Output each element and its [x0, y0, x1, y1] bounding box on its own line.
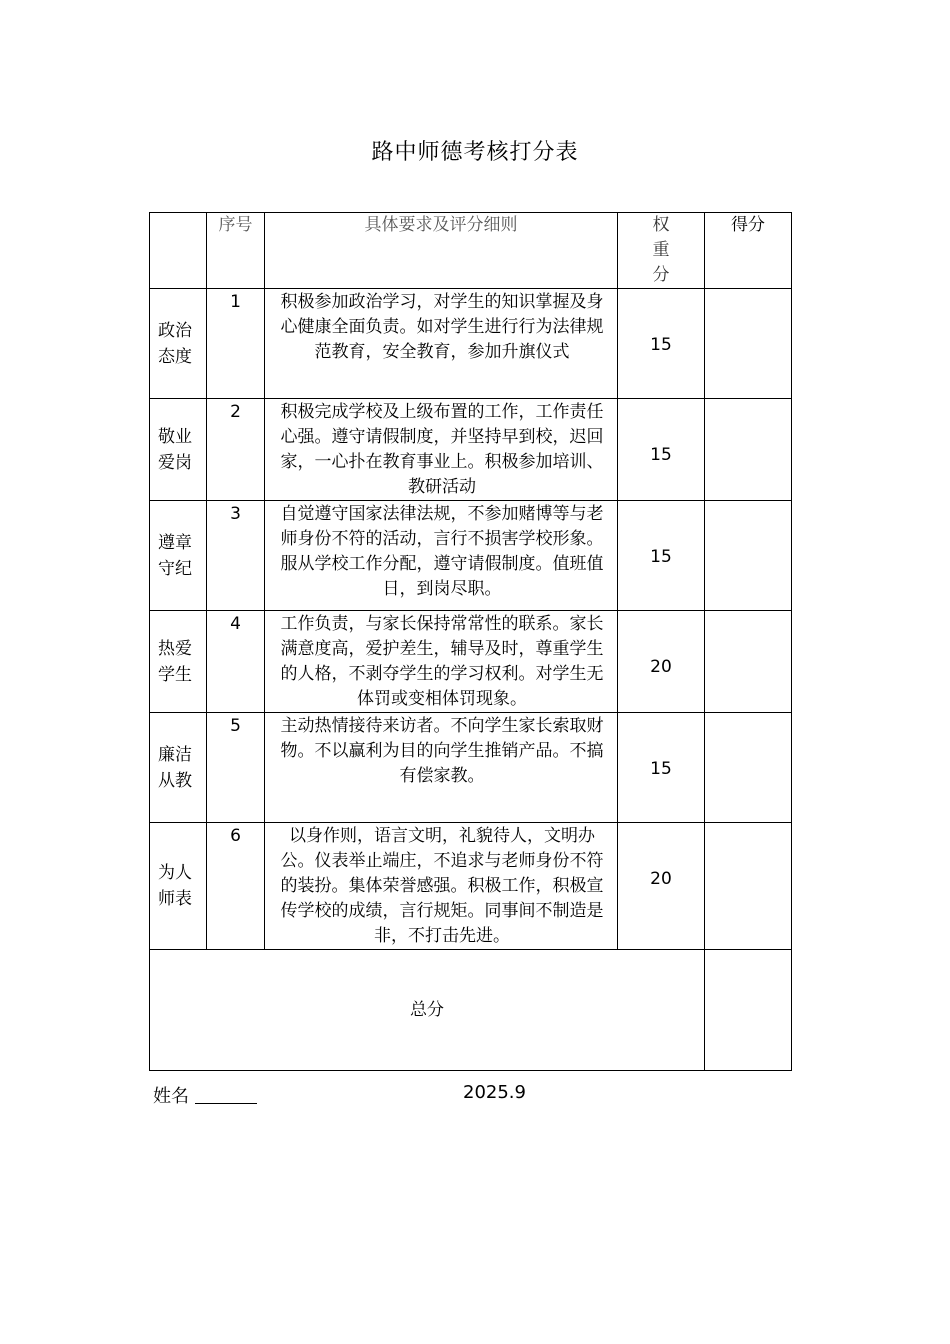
weight-value: 15 [618, 399, 705, 501]
weight-value: 20 [618, 611, 705, 713]
total-score-cell[interactable] [705, 950, 792, 1071]
category-cell [150, 713, 207, 823]
name-blank-line[interactable] [195, 1085, 257, 1104]
row-number: 4 [207, 611, 265, 713]
table-row [150, 823, 792, 950]
page-title: 路中师德考核打分表 [371, 140, 579, 165]
header-score: 得分 [705, 213, 792, 289]
weight-value: 15 [618, 501, 705, 611]
score-input-cell[interactable] [705, 501, 792, 611]
table-row [150, 713, 792, 823]
requirement-text: 主动热情接待来访者。不向学生家长索取财物。不以赢利为目的向学生推销产品。不搞有偿家教。 [265, 713, 618, 823]
category-label: 政治态度 [158, 320, 192, 367]
name-label: 姓名 [153, 1086, 189, 1107]
category-cell [150, 501, 207, 611]
total-label: 总分 [150, 950, 705, 1071]
category-cell [150, 289, 207, 399]
table-row [150, 501, 792, 611]
requirement-text: 以身作则，语言文明，礼貌待人，文明办公。仪表举止端庄，不追求与老师身份不符的装扮。集体荣誉感强。积极工作，积极宣传学校的成绩，言行规矩。同事间不制造是非，不打击先进。 [265, 823, 618, 950]
score-input-cell[interactable] [705, 611, 792, 713]
category-cell [150, 399, 207, 501]
table-header-row [150, 213, 792, 289]
category-label: 遵章守纪 [158, 532, 192, 579]
table-row [150, 399, 792, 501]
requirement-text: 积极参加政治学习，对学生的知识掌握及身心健康全面负责。如对学生进行行为法律规范教育，安全教育，参加升旗仪式 [265, 289, 618, 399]
weight-value: 20 [618, 823, 705, 950]
score-input-cell[interactable] [705, 399, 792, 501]
category-cell [150, 611, 207, 713]
date-text: 2025.9 [463, 1082, 526, 1103]
category-label: 敬业爱岗 [158, 426, 192, 473]
row-number: 3 [207, 501, 265, 611]
score-input-cell[interactable] [705, 289, 792, 399]
requirement-text: 工作负责，与家长保持常常性的联系。家长满意度高，爱护差生，辅导及时，尊重学生的人格，不剥夺学生的学习权利。对学生无体罚或变相体罚现象。 [265, 611, 618, 713]
score-input-cell[interactable] [705, 823, 792, 950]
category-label: 为人师表 [158, 863, 192, 909]
category-label: 廉洁从教 [158, 744, 192, 791]
score-input-cell[interactable] [705, 713, 792, 823]
header-category-cell [150, 213, 207, 289]
header-weight [618, 213, 705, 289]
total-row [150, 950, 792, 1071]
row-number: 5 [207, 713, 265, 823]
category-label: 热爱学生 [158, 638, 192, 685]
row-number: 6 [207, 823, 265, 950]
name-field [153, 1082, 257, 1108]
header-requirement: 具体要求及评分细则 [265, 213, 618, 289]
requirement-text: 积极完成学校及上级布置的工作，工作责任心强。遵守请假制度，并坚持早到校，迟回家，一心扑在教育事业上。积极参加培训、教研活动 [265, 399, 618, 501]
weight-value: 15 [618, 713, 705, 823]
category-cell [150, 823, 207, 950]
row-number: 2 [207, 399, 265, 501]
requirement-text: 自觉遵守国家法律法规，不参加赌博等与老师身份不符的活动，言行不损害学校形象。服从学校工作分配，遵守请假制度。值班值日，到岗尽职。 [265, 501, 618, 611]
table-row [150, 289, 792, 399]
header-seq: 序号 [207, 213, 265, 289]
header-weight-text: 权 重 分 [652, 215, 670, 285]
table-row [150, 611, 792, 713]
evaluation-table [149, 212, 792, 1071]
row-number: 1 [207, 289, 265, 399]
weight-value: 15 [618, 289, 705, 399]
